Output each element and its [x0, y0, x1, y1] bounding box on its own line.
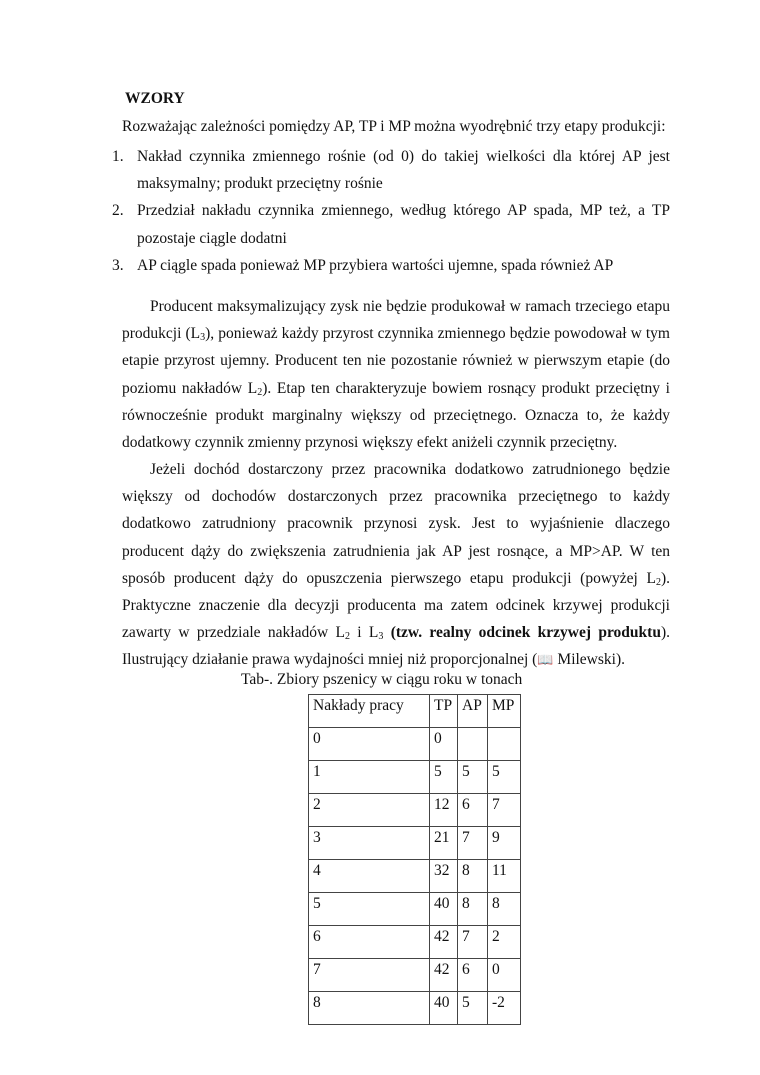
table-cell: 6: [458, 959, 488, 992]
stages-list: [112, 143, 670, 279]
table-cell: 7: [458, 926, 488, 959]
list-text: Nakład czynnika zmiennego rośnie (od 0) do takiej wielkości dla której AP jest maksymalny; produkt przeciętny rośnie: [137, 148, 670, 193]
table-cell: 5: [458, 761, 488, 794]
para1-c: ). Etap ten charakteryzuje bowiem rosnący produkt przeciętny i równocześnie produkt marginalny większy od przeciętnego. Oznacza to, że każdy dodatkowy czynnik zmienny przynosi większy efekt aniżeli czynnik przeciętny.: [122, 379, 670, 452]
table-cell: 11: [488, 860, 521, 893]
table-row: [309, 794, 521, 827]
paragraph-income: [122, 456, 670, 674]
list-item: [112, 252, 670, 279]
table-cell: 32: [430, 860, 458, 893]
table-cell: [458, 728, 488, 761]
table-row: [309, 992, 521, 1025]
intro-text: Rozważając zależności pomiędzy AP, TP i MP można wyodrębnić trzy etapy produkcji:: [122, 118, 666, 135]
para2-e: ). Ilustrujący działanie prawa wydajności mniej niż proporcjonalnej (: [122, 624, 670, 669]
table-row: [309, 959, 521, 992]
para2-c: i L: [349, 624, 379, 642]
table-cell: 8: [309, 992, 430, 1025]
subscript: 3: [200, 332, 206, 344]
list-text: AP ciągle spada ponieważ MP przybiera wartości ujemne, spada również AP: [137, 256, 614, 274]
para2-a: Jeżeli dochód dostarczony przez pracownika dodatkowo zatrudnionego będzie większy od dochodów dostarczonych przez pracownika przeciętnego to każdy dodatkowo zatrudniony pracownik przynosi zysk. Jest to wyjaśnienie dlaczego producent dąży do zwiększenia zatrudnienia jak AP jest rosnące, a MP>AP. W ten sposób producent dąży do opuszczenia pierwszego etapu produkcji (powyżej L: [122, 461, 670, 587]
table-cell: 42: [430, 959, 458, 992]
table-cell: 40: [430, 893, 458, 926]
section-heading: WZORY: [125, 90, 185, 107]
table-row: [309, 761, 521, 794]
table-cell: 0: [309, 728, 430, 761]
table-cell: 12: [430, 794, 458, 827]
list-number: 3.: [112, 256, 124, 274]
table-header-row: [309, 695, 521, 728]
table-cell: 8: [458, 893, 488, 926]
table-cell: 0: [430, 728, 458, 761]
table-cell: 2: [309, 794, 430, 827]
table-cell: 4: [309, 860, 430, 893]
table-cell: 42: [430, 926, 458, 959]
bold-term: (tzw. realny odcinek krzywej produktu: [390, 624, 661, 642]
para2-d: [383, 624, 390, 641]
harvest-table: [308, 694, 521, 1025]
header-cell: Nakłady pracy: [309, 695, 430, 728]
table-cell: 1: [309, 761, 430, 794]
table-cell: 21: [430, 827, 458, 860]
table-cell: 9: [488, 827, 521, 860]
table-cell: 5: [309, 893, 430, 926]
table-cell: 6: [309, 926, 430, 959]
table-cell: -2: [488, 992, 521, 1025]
table-cell: 7: [488, 794, 521, 827]
table-cell: 8: [458, 860, 488, 893]
table-row: [309, 926, 521, 959]
subscript: 3: [378, 631, 384, 643]
header-cell: TP: [430, 695, 458, 728]
list-text: Przedział nakładu czynnika zmiennego, według którego AP spada, MP też, a TP pozostaje ciągle dodatni: [137, 202, 670, 247]
book-icon: 📖: [537, 652, 554, 668]
table-cell: 6: [458, 794, 488, 827]
table-cell: 7: [309, 959, 430, 992]
para1-b: ), ponieważ każdy przyrost czynnika zmiennego będzie powodował w tym etapie przyrost ujemny. Producent ten nie pozostanie również w pierwszym etapie (do poziomu nakładów L: [122, 325, 670, 397]
table-caption: Tab-. Zbiory pszenicy w ciągu roku w tonach: [241, 671, 523, 688]
list-item: [112, 197, 670, 251]
subscript: 2: [257, 386, 263, 398]
table-cell: 40: [430, 992, 458, 1025]
table-cell: 7: [458, 827, 488, 860]
subscript: 2: [655, 576, 661, 588]
table-cell: 0: [488, 959, 521, 992]
list-number: 2.: [112, 202, 124, 220]
table-cell: 5: [488, 761, 521, 794]
list-number: 1.: [112, 148, 124, 165]
list-item: [112, 143, 670, 197]
subscript: 2: [344, 631, 350, 643]
table-row: [309, 860, 521, 893]
table-cell: 8: [488, 893, 521, 926]
table-cell: 5: [458, 992, 488, 1025]
para2-f: Milewski).: [553, 651, 625, 669]
table-cell: 3: [309, 827, 430, 860]
table-row: [309, 893, 521, 926]
table-row: [309, 827, 521, 860]
table-cell: [488, 728, 521, 761]
header-cell: MP: [488, 695, 521, 728]
table-cell: 5: [430, 761, 458, 794]
table-row: [309, 728, 521, 761]
para2-b: ). Praktyczne znaczenie dla decyzji producenta ma zatem odcinek krzywej produkcji zawarty w przedziale nakładów L: [122, 569, 670, 642]
header-cell: AP: [458, 695, 488, 728]
table-cell: 2: [488, 926, 521, 959]
paragraph-producer: [122, 293, 670, 456]
para1-a: Producent maksymalizujący zysk nie będzie produkował w ramach trzeciego etapu produkcji (L: [122, 298, 670, 343]
